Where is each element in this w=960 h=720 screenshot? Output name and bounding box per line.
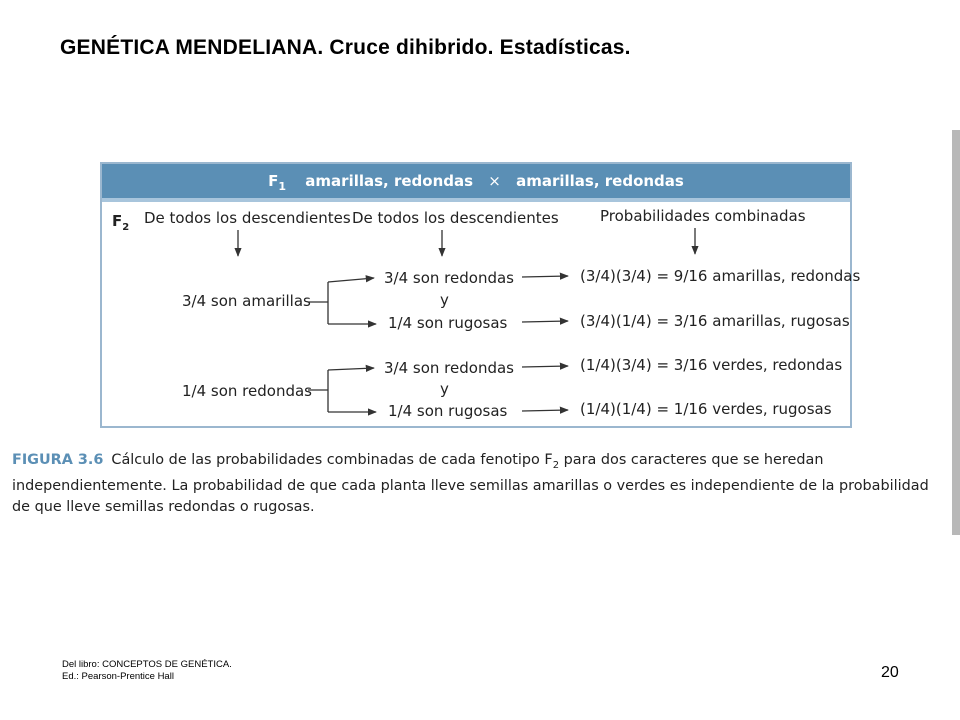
group1-bracket [308,282,328,324]
caption-label: FIGURA 3.6 [12,452,104,468]
group1-shape-a: 3/4 son redondas [384,269,514,287]
group2-branch-a [328,368,374,370]
group2-conjunction: y [440,380,449,398]
group1-conjunction: y [440,291,449,309]
group1-shape-b: 1/4 son rugosas [388,314,508,332]
f1-subscript: 1 [278,180,287,193]
group2-shape-a: 3/4 son redondas [384,359,514,377]
group2-result-b: (1/4)(1/4) = 1/16 verdes, rugosas [580,400,832,418]
group1-result-arrow-a [522,276,568,277]
caption-subscript: 2 [552,459,560,471]
f2-label: $F_2$ [112,212,130,233]
caption-text-a: Cálculo de las probabilidades combinadas de cada fenotipo F [111,452,553,468]
group1-color: 3/4 son amarillas [182,292,311,310]
f1-parent-left: amarillas, redondas [305,172,474,190]
source-line-1: Del libro: CONCEPTOS DE GENÉTICA. [62,659,232,670]
group2-result-arrow-a [522,366,568,367]
group2-color: 1/4 son redondas [182,382,312,400]
col1-heading: De todos los descendientes [144,209,351,227]
group1-result-a: (3/4)(3/4) = 9/16 amarillas, redondas [580,267,861,285]
f1-label: F [268,172,279,190]
caption-text-b: para dos caracteres que se heredan independientemente. La probabilidad de que cada planta lleve semillas amarillas o verdes es independiente de la probabilidad de que lleve semillas redondas o rugosas. [12,452,929,515]
figure-3-6 [100,162,861,428]
scan-page-edge [952,130,960,535]
group1-result-arrow-b [522,321,568,322]
source-line-2: Ed.: Pearson-Prentice Hall [62,671,174,682]
col3-heading: Probabilidades combinadas [600,207,806,225]
group2-shape-b: 1/4 son rugosas [388,402,508,420]
group2-result-a: (1/4)(3/4) = 3/16 verdes, redondas [580,356,843,374]
group2-result-arrow-b [522,410,568,411]
f1-parent-right: amarillas, redondas [516,172,684,190]
cross-symbol: × [488,172,501,190]
source-citation [62,659,232,683]
page-number: 20 [881,664,899,681]
group1-branch-a [328,278,374,282]
figure-caption [12,450,942,518]
slide-title: GENÉTICA MENDELIANA. Cruce dihibrido. Estadísticas. [60,36,631,59]
group1-result-b: (3/4)(1/4) = 3/16 amarillas, rugosas [580,312,850,330]
flow-arrows [102,164,854,430]
col2-heading: De todos los descendientes [352,209,559,227]
group2-bracket [308,370,328,412]
